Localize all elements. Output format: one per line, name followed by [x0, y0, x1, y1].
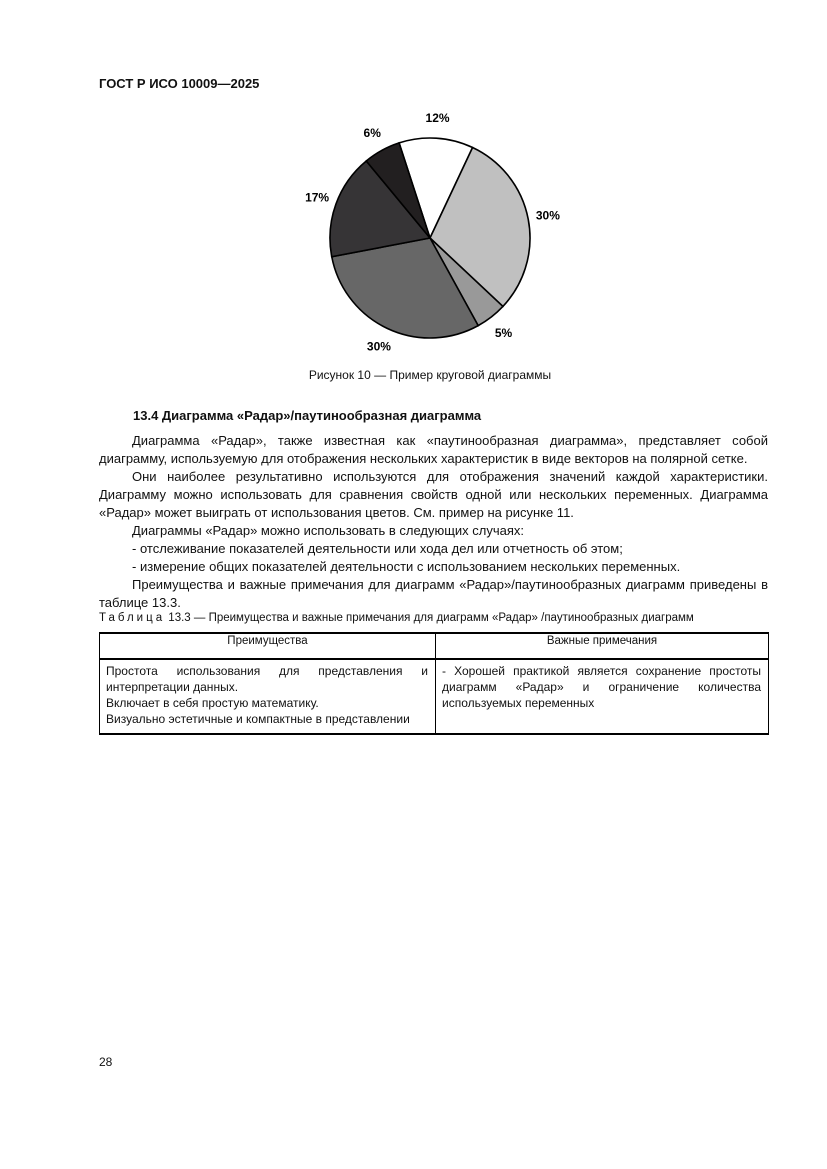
table-header: Преимущества — [100, 633, 436, 659]
table-header: Важные примечания — [436, 633, 769, 659]
section-body — [99, 432, 768, 612]
pie-slice-label: 30% — [535, 208, 560, 223]
pie-slice-label: 5% — [494, 325, 513, 340]
table-row — [100, 659, 769, 734]
pie-slice-label: 6% — [363, 125, 381, 140]
paragraph: Диаграмма «Радар», также известная как «паутинообразная диаграмма», представляет собой диаграмму, используемую для отображения нескольких характеристик в виде векторов на полярной сетке. — [99, 433, 768, 466]
section-heading: 13.4 Диаграмма «Радар»/паутинообразная диаграмма — [133, 408, 482, 423]
pie-chart — [290, 110, 580, 360]
paragraph: Преимущества и важные примечания для диаграмм «Радар»/паутинообразных диаграмм приведены в таблице 13.3. — [99, 577, 768, 610]
advantages-table — [99, 632, 769, 735]
figure-caption: Рисунок 10 — Пример круговой диаграммы — [308, 368, 552, 382]
pie-slice-label: 30% — [366, 339, 391, 354]
list-item: - отслеживание показателей деятельности или хода дел или отчетность об этом; — [132, 541, 623, 556]
paragraph: Они наиболее результативно используются для отображения значений каждой характеристики. Диаграмму можно использовать для сравнения свойств одной или нескольких переменных. Диаграмма «Радар» может выиграть от использования цветов. См. пример на рисунке 11. — [99, 469, 768, 520]
list-item: - измерение общих показателей деятельности с использованием нескольких переменных. — [132, 559, 681, 574]
table-cell: - Хорошей практикой является сохранение простоты диаграмм «Радар» и ограничение количества используемых переменных — [436, 659, 769, 734]
document-header: ГОСТ Р ИСО 10009—2025 — [99, 76, 260, 91]
page-number: 28 — [99, 1055, 113, 1069]
pie-slice-label: 12% — [425, 111, 450, 126]
table-caption: Таблица 13.3 — Преимущества и важные примечания для диаграмм «Радар» /паутинообразных диаграмм — [99, 612, 694, 624]
pie-slice-label: 17% — [305, 190, 330, 205]
paragraph: Диаграммы «Радар» можно использовать в следующих случаях: — [132, 523, 525, 538]
table-cell: Простота использования для представления и интерпретации данных. Включает в себя простую математику. Визуально эстетичные и компактные в представлении — [100, 659, 436, 734]
